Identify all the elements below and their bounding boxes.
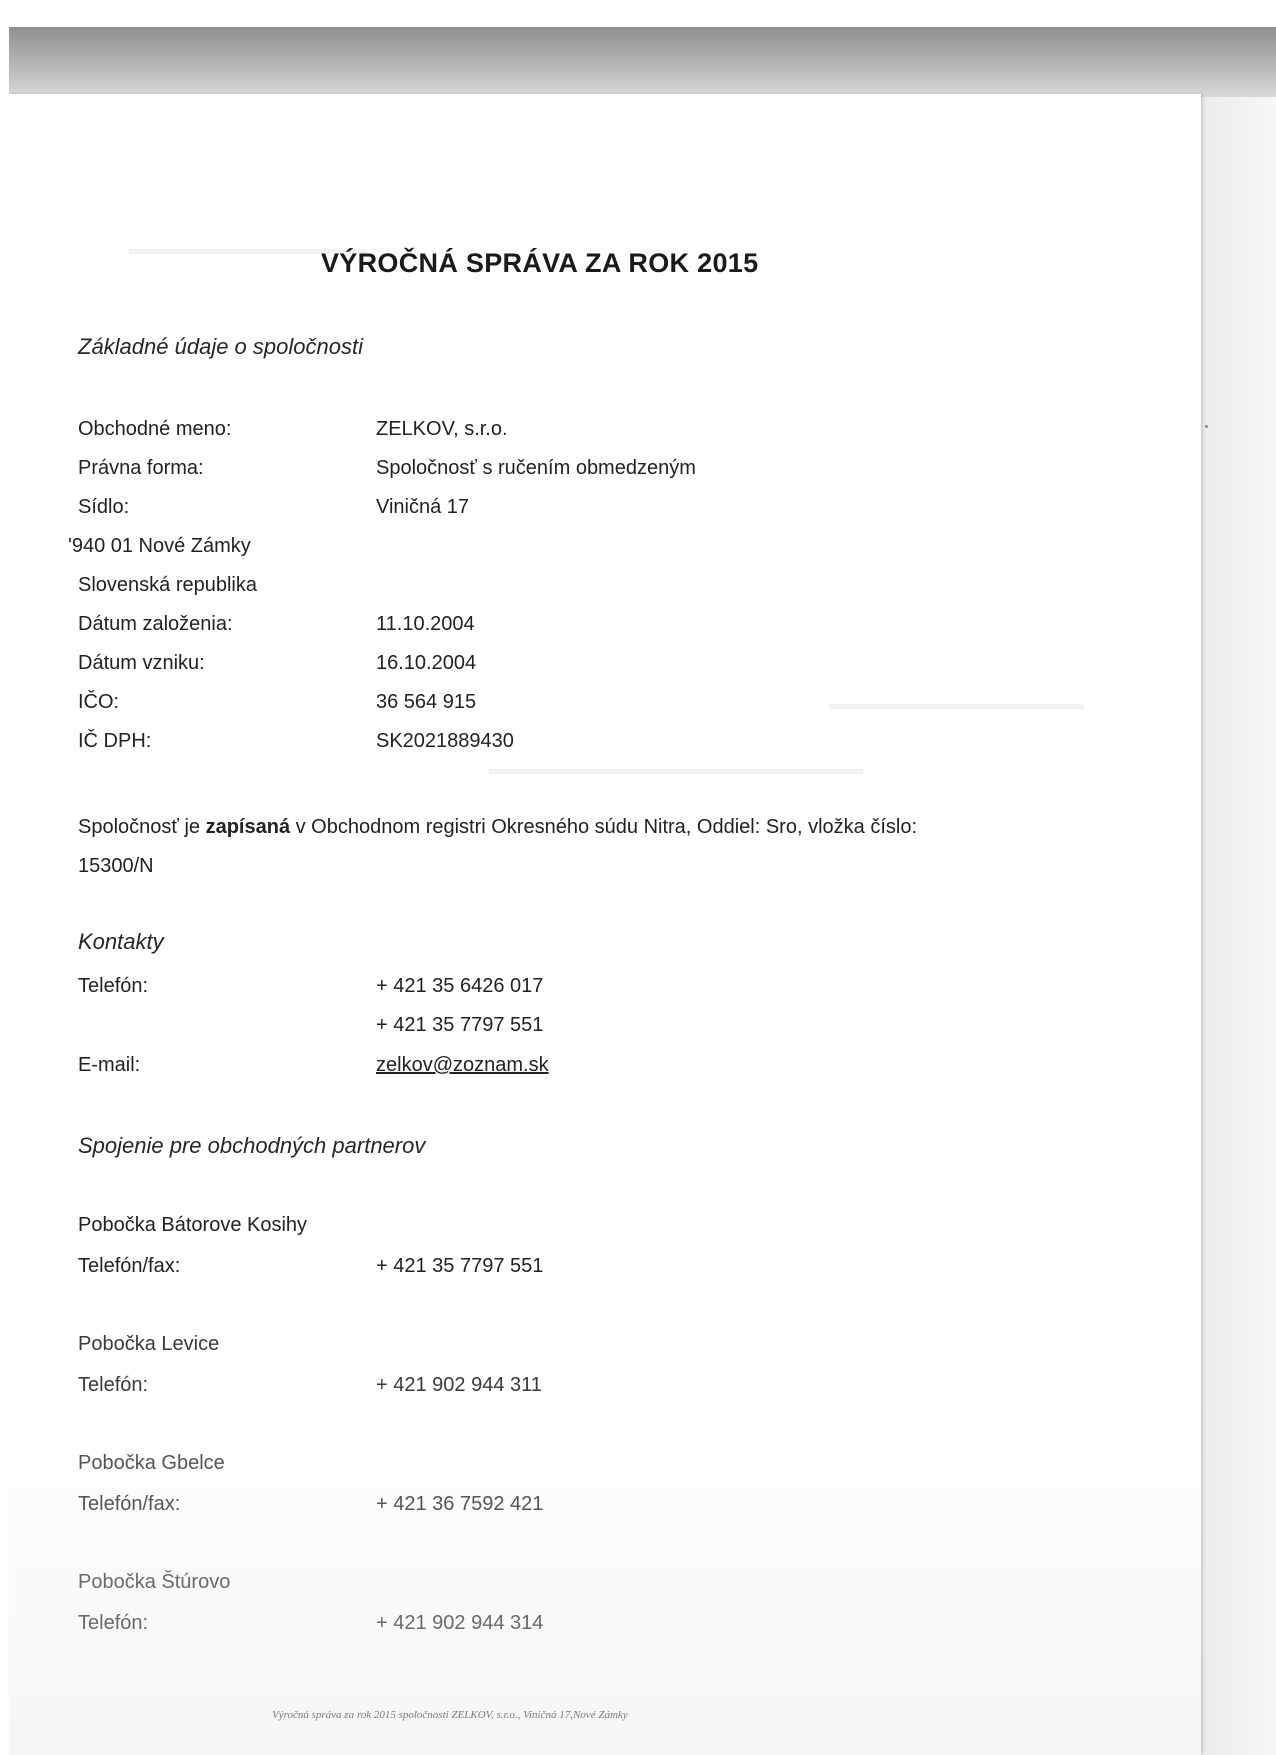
seat-value: Viničná 17 (376, 496, 470, 518)
phone-value-2: + 421 35 7797 551 (376, 1014, 544, 1036)
origin-date-value: 16.10.2004 (376, 652, 477, 674)
vat-id-label: IČ DPH: (78, 730, 152, 752)
bleed-through: ▬▬▬▬▬▬▬▬▬▬▬▬▬▬ (129, 239, 367, 258)
origin-date-label: Dátum vzniku: (78, 652, 205, 674)
email-link[interactable]: zelkov@zoznam.sk (376, 1054, 549, 1076)
branch-contact-label: Telefón: (78, 1612, 149, 1634)
company-name-label: Obchodné meno: (78, 418, 232, 440)
scanner-shadow-band (9, 27, 1276, 97)
branch-name: Pobočka Gbelce (78, 1452, 225, 1474)
vat-id-value: SK2021889430 (376, 730, 514, 752)
page-footer: Výročná správa za rok 2015 spoločnosti ZELKOV, s.r.o., Viničná 17,Nové Zámky (272, 1709, 628, 1721)
seat-label: Sídlo: (78, 496, 130, 518)
document-title: VÝROČNÁ SPRÁVA ZA ROK 2015 (321, 248, 759, 278)
registration-text-bold: zapísaná (205, 816, 291, 838)
page-edge-strip (1201, 97, 1276, 1755)
legal-form-value: Spoločnosť s ručením obmedzeným (376, 457, 696, 479)
basic-info-heading: Základné údaje o spoločnosti (78, 334, 363, 359)
legal-form-label: Právna forma: (78, 457, 204, 479)
bleed-through: ▬▬▬▬▬▬▬▬▬▬▬▬▬▬▬ (829, 694, 1084, 713)
ico-value: 36 564 915 (376, 691, 477, 713)
branch-name: Pobočka Levice (78, 1333, 220, 1355)
branch-contact-label: Telefón/fax: (78, 1493, 181, 1515)
ico-label: IČO: (78, 691, 120, 713)
branch-contact-value: + 421 36 7592 421 (376, 1493, 544, 1515)
contacts-heading: Kontakty (78, 929, 164, 954)
registration-text-part2: v Obchodnom registri Okresného súdu Nitra, Oddiel: Sro, vložka číslo: 15300/N (78, 816, 917, 877)
dust-speck (1205, 425, 1208, 428)
registration-paragraph (78, 808, 998, 886)
seat-city: '940 01 Nové Zámky (68, 535, 251, 557)
branch-contact-label: Telefón/fax: (78, 1255, 181, 1277)
phone-value-1: + 421 35 6426 017 (376, 975, 544, 997)
founding-date-label: Dátum založenia: (78, 613, 233, 635)
email-label: E-mail: (78, 1054, 141, 1076)
branch-contact-label: Telefón: (78, 1374, 149, 1396)
branch-contact-value: + 421 902 944 311 (376, 1374, 542, 1396)
branch-name: Pobočka Štúrovo (78, 1571, 231, 1593)
seat-country: Slovenská republika (78, 574, 257, 596)
branch-name: Pobočka Bátorove Kosihy (78, 1214, 308, 1236)
branch-contact-value: + 421 902 944 314 (376, 1612, 544, 1634)
company-name-value: ZELKOV, s.r.o. (376, 418, 508, 440)
bleed-through: ▬▬▬▬▬▬▬▬▬▬▬▬▬▬▬▬▬▬▬▬▬▬ (489, 759, 863, 778)
partners-heading: Spojenie pre obchodných partnerov (78, 1133, 426, 1158)
branch-contact-value: + 421 35 7797 551 (376, 1255, 544, 1277)
scan-top-margin (0, 0, 1276, 27)
scan-left-edge (0, 27, 9, 1755)
founding-date-value: 11.10.2004 (376, 613, 475, 635)
registration-text-part1: Spoločnosť je (78, 816, 206, 838)
phone-label: Telefón: (78, 975, 149, 997)
